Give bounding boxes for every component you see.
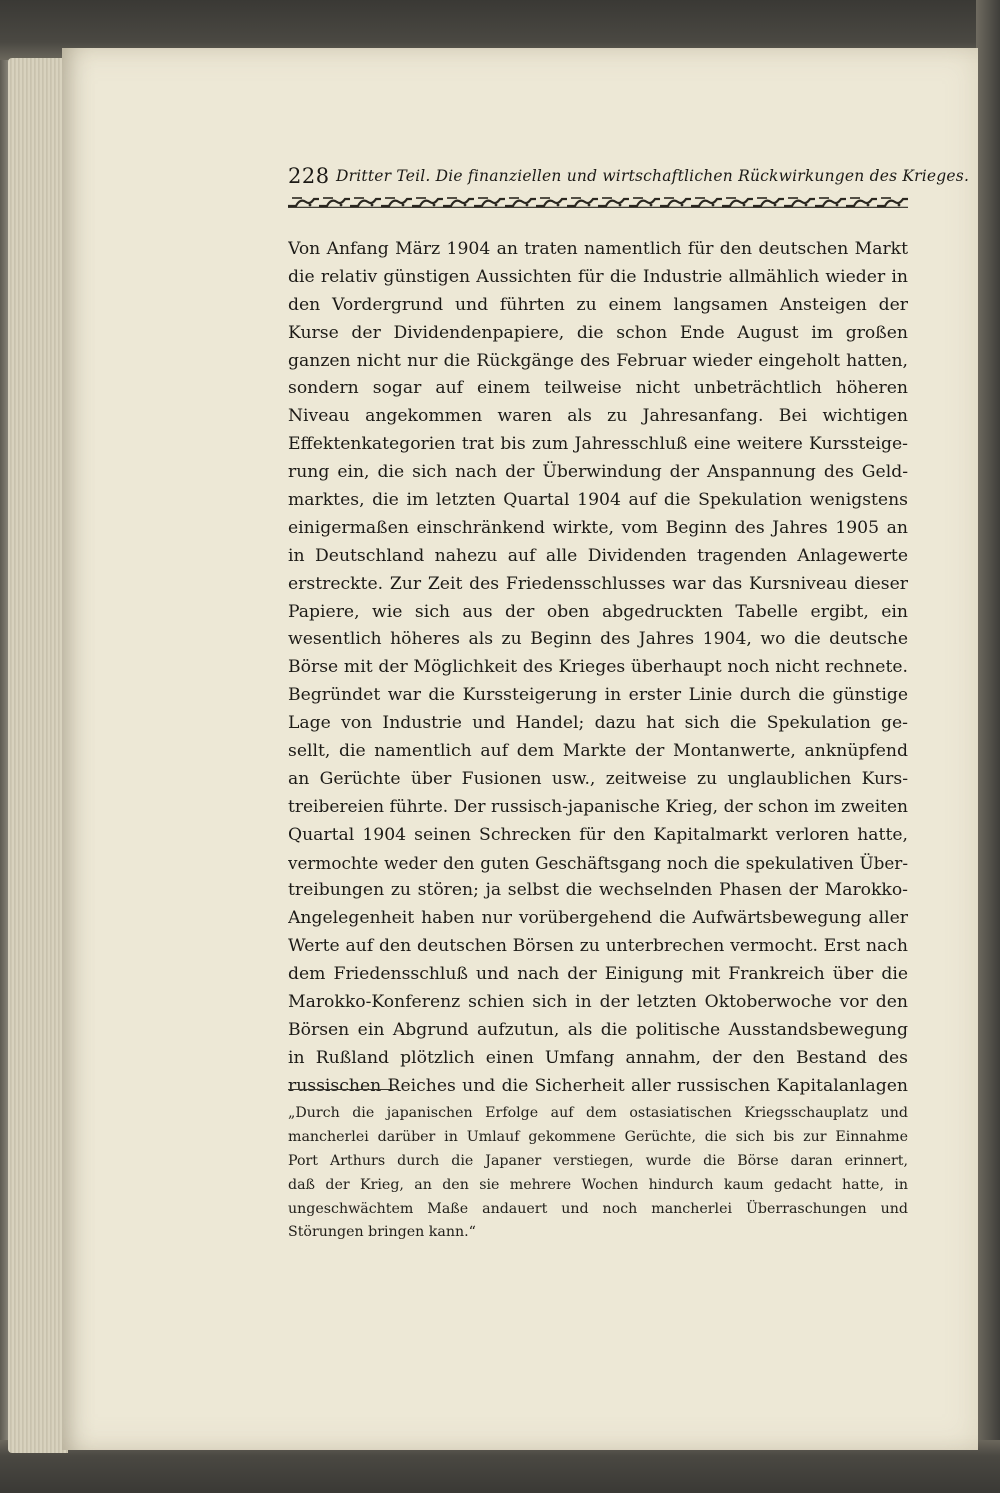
text-line: Börse mit der Möglichkeit des Krieges überhaupt noch nicht rechnete. <box>288 657 908 678</box>
footnote-line: ungeschwächtem Maße andauert und noch mancherlei Überraschungen und <box>288 1200 908 1217</box>
text-line: russischen Reiches und die Sicherheit aller russischen Kapitalanlagen <box>288 1075 908 1096</box>
footnote-rule <box>288 1089 398 1090</box>
text-line: Papiere, wie sich aus der oben abgedruckten Tabelle ergibt, ein <box>288 601 908 622</box>
text-line: wesentlich höheres als zu Beginn des Jahres 1904, wo die deutsche <box>288 629 908 650</box>
text-line: die relativ günstigen Aussichten für die Industrie allmählich wieder in <box>288 266 908 287</box>
text-line: dem Friedensschluß und nach der Einigung mit Frankreich über die <box>288 964 908 985</box>
text-line: an Gerüchte über Fusionen usw., zeitweise zu unglaublichen Kurs- <box>288 768 908 789</box>
page-header <box>288 164 970 194</box>
text-line: Von Anfang März 1904 an traten namentlich für den deutschen Markt <box>288 239 908 259</box>
text-line: rung ein, die sich nach der Überwindung der Anspannung des Geld- <box>288 462 908 483</box>
footnote-line: „Durch die japanischen Erfolge auf dem ostasiatischen Kriegsschauplatz und <box>288 1105 908 1121</box>
text-line: Effektenkategorien trat bis zum Jahresschluß eine weitere Kurssteige- <box>288 434 908 455</box>
text-line: einigermaßen einschränkend wirkte, vom Beginn des Jahres 1905 an <box>288 517 908 538</box>
footnote-line: daß der Krieg, an den sie mehrere Wochen hindurch kaum gedacht hatte, in <box>288 1176 908 1193</box>
page-number: 228 <box>288 164 330 188</box>
text-line: erstreckte. Zur Zeit des Friedensschlusses war das Kursniveau dieser <box>288 573 908 594</box>
page-edges <box>8 58 68 1453</box>
footnote-line: Störungen bringen kann.“ <box>288 1224 476 1241</box>
text-line: in Deutschland nahezu auf alle Dividenden tragenden Anlagewerte <box>288 545 908 566</box>
text-line: marktes, die im letzten Quartal 1904 auf die Spekulation wenigstens <box>288 490 908 511</box>
text-line: Marokko-Konferenz schien sich in der letzten Oktoberwoche vor den <box>288 992 908 1013</box>
text-line: Kurse der Dividendenpapiere, die schon Ende August im großen <box>288 322 908 343</box>
text-line: Angelegenheit haben nur vorübergehend die Aufwärtsbewegung aller <box>288 908 908 929</box>
body-text <box>288 236 908 1101</box>
running-head: Dritter Teil. Die finanziellen und wirtschaftlichen Rückwirkungen des Krieges. <box>336 167 970 185</box>
text-line: treibungen zu stören; ja selbst die wechselnden Phasen der Marokko- <box>288 880 908 901</box>
text-line: ganzen nicht nur die Rückgänge des Februar wieder eingeholt hatten, <box>288 350 908 371</box>
text-line: Niveau angekommen waren als zu Jahresanfang. Bei wichtigen <box>288 406 908 427</box>
ornamental-border <box>288 196 908 208</box>
footnote-line: Port Arthurs durch die Japaner verstiegen, wurde die Börse daran erinnert, <box>288 1152 908 1169</box>
text-line: in Rußland plötzlich einen Umfang annahm, der den Bestand des <box>288 1047 908 1068</box>
text-line: Begründet war die Kurssteigerung in erster Linie durch die günstige <box>288 685 908 706</box>
text-line: Börsen ein Abgrund aufzutun, als die politische Ausstandsbewegung <box>288 1019 908 1040</box>
text-line: Lage von Industrie und Handel; dazu hat sich die Spekulation ge- <box>288 713 908 734</box>
text-line: vermochte weder den guten Geschäftsgang noch die spekulativen Über- <box>288 852 908 873</box>
footnote-line: mancherlei darüber in Umlauf gekommene Gerüchte, die sich bis zur Einnahme <box>288 1128 908 1145</box>
footnote <box>288 1102 908 1245</box>
text-line: treibereien führte. Der russisch-japanische Krieg, der schon im zweiten <box>288 796 908 817</box>
text-line: Quartal 1904 seinen Schrecken für den Kapitalmarkt verloren hatte, <box>288 824 908 845</box>
text-line: sellt, die namentlich auf dem Markte der Montanwerte, anknüpfend <box>288 741 908 762</box>
text-line: den Vordergrund und führten zu einem langsamen Ansteigen der <box>288 294 908 315</box>
text-line: sondern sogar auf einem teilweise nicht unbeträchtlich höheren <box>288 378 908 399</box>
book-cover-right <box>976 0 1000 1493</box>
text-line: Werte auf den deutschen Börsen zu unterbrechen vermocht. Erst nach <box>288 936 908 957</box>
